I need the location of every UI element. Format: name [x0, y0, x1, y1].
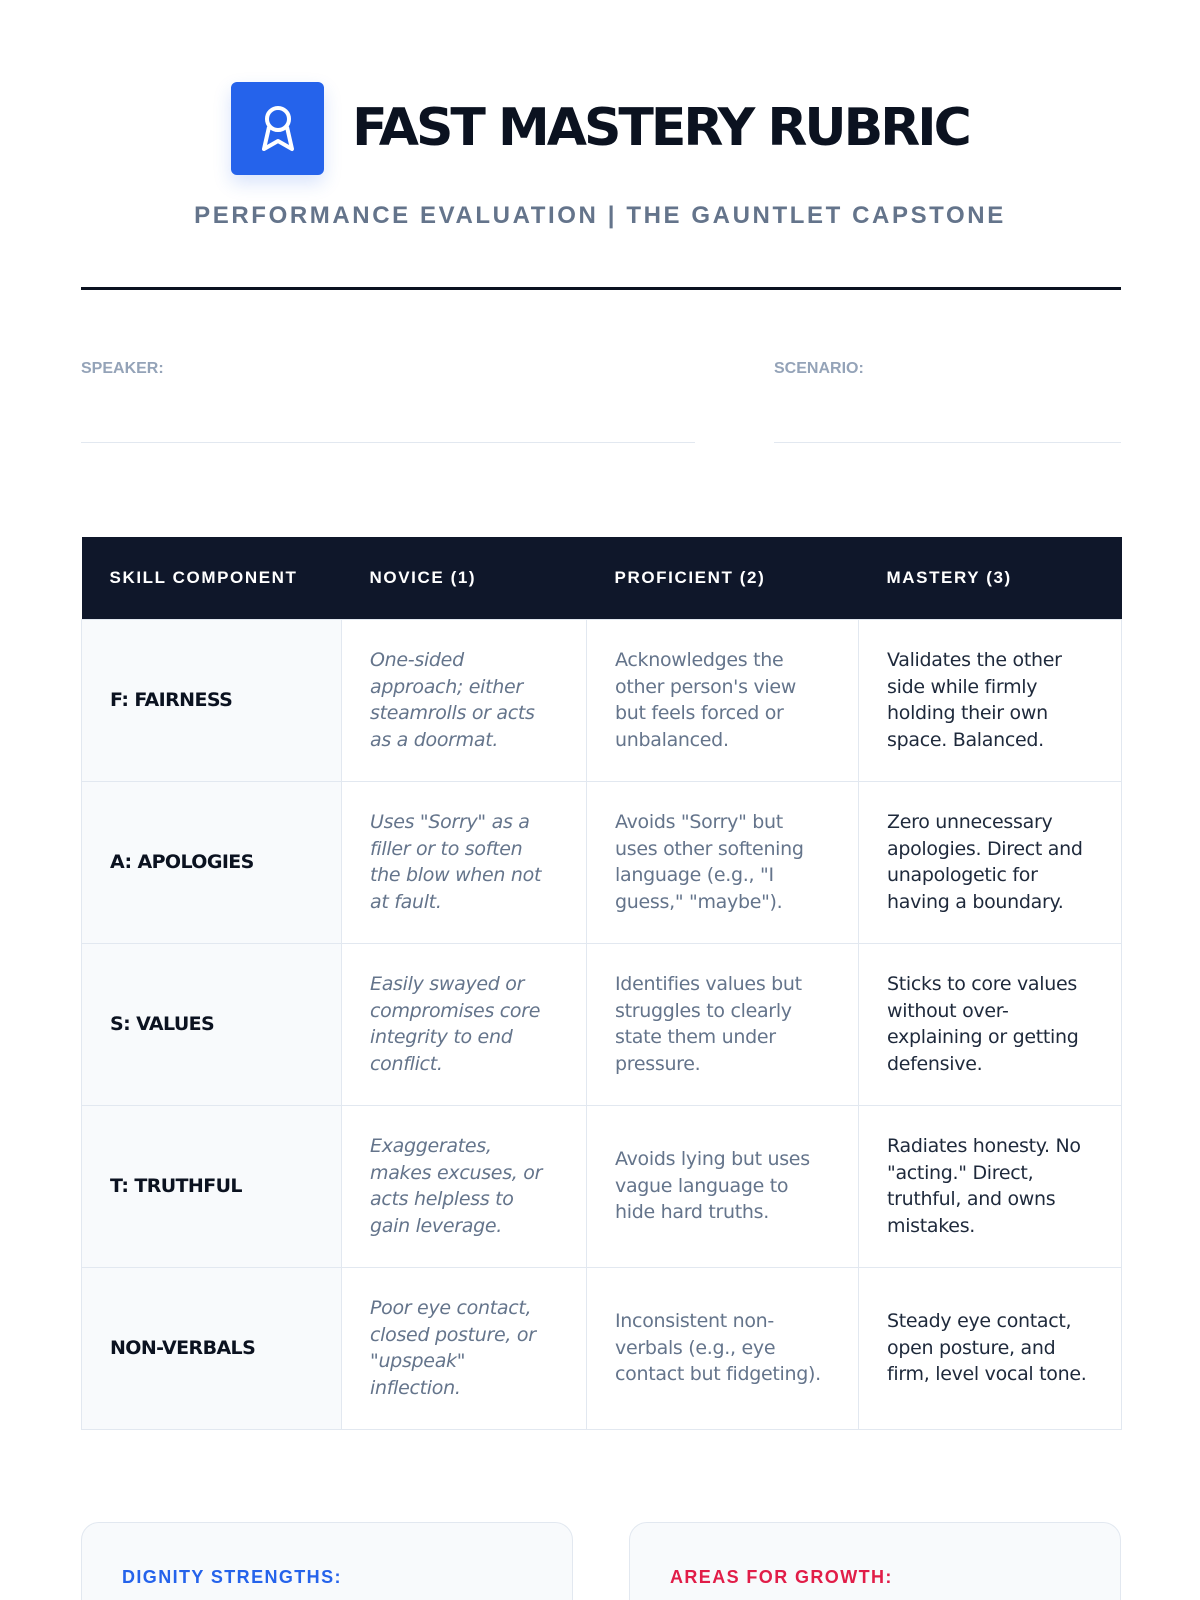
mastery-cell: Zero unnecessary apologies. Direct and unapologetic for having a boundary. — [859, 781, 1122, 943]
novice-cell: Uses "Sorry" as a filler or to soften the blow when not at fault. — [342, 781, 587, 943]
growth-title: AREAS FOR GROWTH: — [670, 1567, 893, 1587]
novice-cell: Exaggerates, makes excuses, or acts helpless to gain leverage. — [342, 1105, 587, 1267]
rubric-header — [0, 80, 1200, 176]
logo-badge — [231, 82, 324, 175]
table-row-non-verbals — [82, 1267, 1122, 1429]
mastery-cell: Radiates honesty. No "acting." Direct, truthful, and owns mistakes. — [859, 1105, 1122, 1267]
proficient-cell: Identifies values but struggles to clearly state them under pressure. — [587, 943, 859, 1105]
header-divider — [81, 287, 1121, 290]
table-row-values — [82, 943, 1122, 1105]
skill-cell: NON-VERBALS — [82, 1267, 342, 1429]
proficient-cell: Acknowledges the other person's view but feels forced or unbalanced. — [587, 619, 859, 781]
mastery-cell: Steady eye contact, open posture, and firm, level vocal tone. — [859, 1267, 1122, 1429]
page-subtitle: PERFORMANCE EVALUATION | THE GAUNTLET CAPSTONE — [194, 202, 1006, 229]
skill-cell: S: VALUES — [82, 943, 342, 1105]
column-header-proficient: PROFICIENT (2) — [587, 537, 859, 619]
scenario-field[interactable] — [774, 442, 1121, 443]
mastery-cell: Sticks to core values without over-explaining or getting defensive. — [859, 943, 1122, 1105]
skill-cell: T: TRUTHFUL — [82, 1105, 342, 1267]
table-row-truthful — [82, 1105, 1122, 1267]
strengths-card — [81, 1522, 573, 1600]
skill-cell: F: FAIRNESS — [82, 619, 342, 781]
proficient-cell: Inconsistent non-verbals (e.g., eye contact but fidgeting). — [587, 1267, 859, 1429]
growth-card — [629, 1522, 1121, 1600]
table-header-row — [82, 537, 1122, 619]
column-header-novice: NOVICE (1) — [342, 537, 587, 619]
proficient-cell: Avoids "Sorry" but uses other softening language (e.g., "I guess," "maybe"). — [587, 781, 859, 943]
scenario-label: SCENARIO: — [774, 360, 864, 377]
speaker-label: SPEAKER: — [81, 360, 164, 377]
strengths-title: DIGNITY STRENGTHS: — [122, 1567, 342, 1587]
award-ribbon-icon — [258, 102, 298, 154]
novice-cell: Easily swayed or compromises core integrity to end conflict. — [342, 943, 587, 1105]
table-row-apologies — [82, 781, 1122, 943]
rubric-table — [81, 537, 1122, 1430]
column-header-mastery: MASTERY (3) — [859, 537, 1122, 619]
novice-cell: One-sided approach; either steamrolls or acts as a doormat. — [342, 619, 587, 781]
mastery-cell: Validates the other side while firmly holding their own space. Balanced. — [859, 619, 1122, 781]
novice-cell: Poor eye contact, closed posture, or "upspeak" inflection. — [342, 1267, 587, 1429]
page-title: FAST MASTERY RUBRIC — [352, 98, 969, 158]
proficient-cell: Avoids lying but uses vague language to hide hard truths. — [587, 1105, 859, 1267]
speaker-field[interactable] — [81, 442, 695, 443]
column-header-skill: SKILL COMPONENT — [82, 537, 342, 619]
skill-cell: A: APOLOGIES — [82, 781, 342, 943]
table-row-fairness — [82, 619, 1122, 781]
